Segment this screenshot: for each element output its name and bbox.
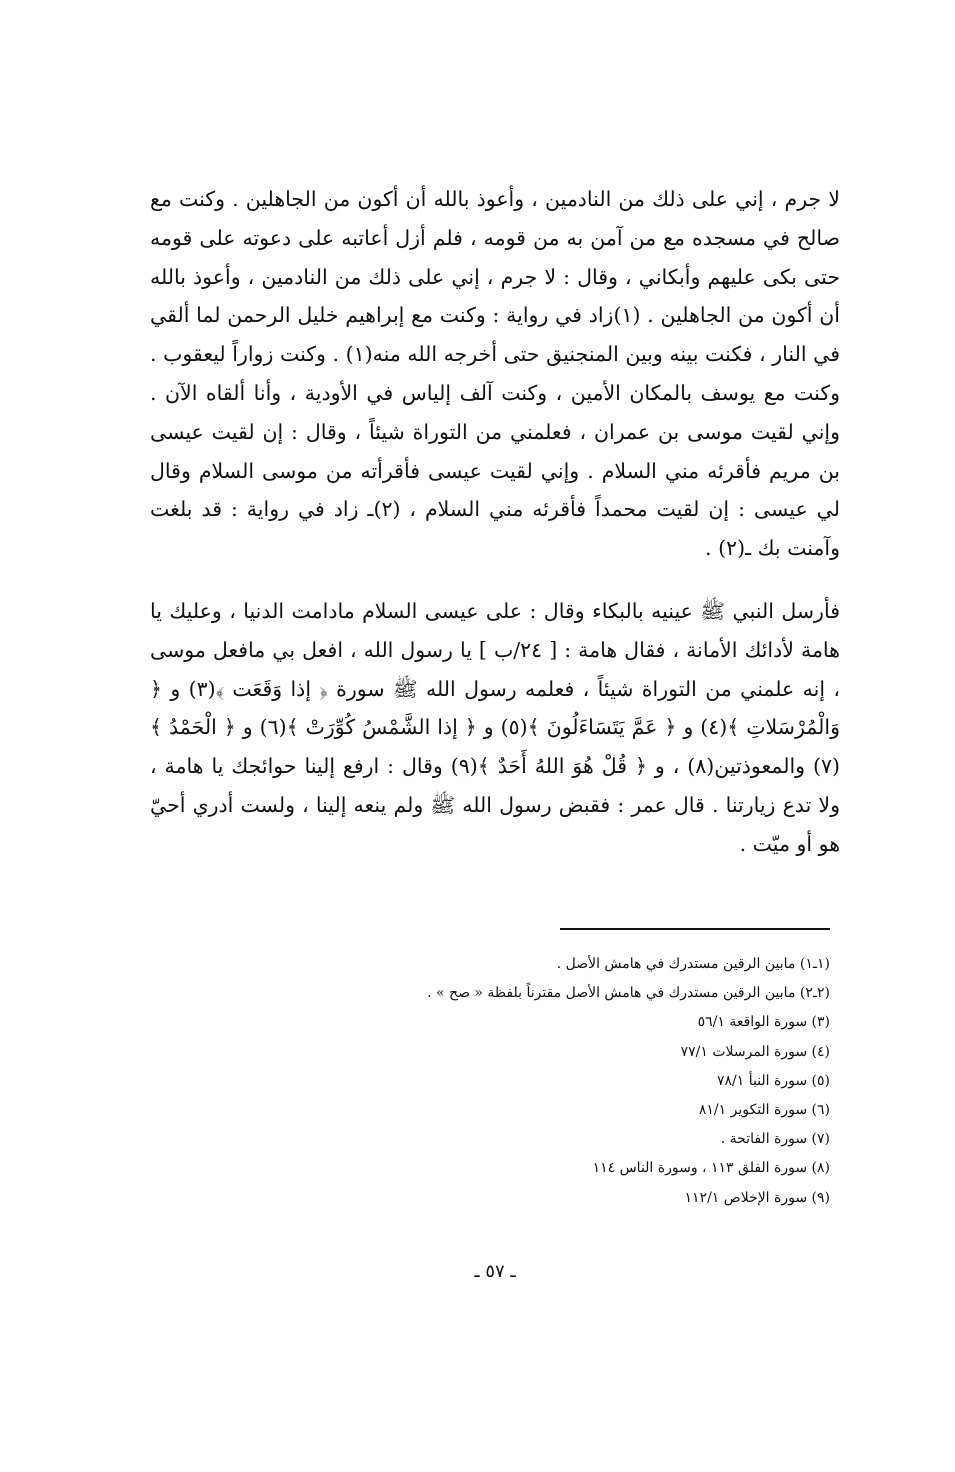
- paragraph-2: فأرسل النبي ﷺ عينيه بالبكاء وقال : على عيسى السلام مادامت الدنيا ، وعليك يا هامة لأدائك الأمانة ، فقال هامة : [ ٢٤/ب ] يا رسول الله ، افعل بي مافعل موسى ، إنه علمني من التوراة شيئاً ، فعلمه رسول الله ﷺ سورة ﴿ إذا وَقَعَت ﴾(٣) و ﴿ وَالْمُرْسَلاتِ ﴾(٤) و ﴿ عَمَّ يَتَسَاءَلُونَ ﴾(٥) و ﴿ إذا الشَّمْسُ كُوِّرَتْ ﴾(٦) و ﴿ الْحَمْدُ ﴾(٧) والمعوذتين(٨) ، و ﴿ قُلْ هُوَ اللهُ أَحَدٌ ﴾(٩) وقال : ارفع إلينا حوائجك يا هامة ، ولا تدع زيارتنا . قال عمر : فقبض رسول الله ﷺ ولم ينعه إلينا ، ولست أدري أحيّ هو أو ميّت .: [150, 598, 840, 856]
- footnotes: [150, 950, 830, 1213]
- footnote-2: (٢ـ٢) مابين الرقين مستدرك في هامش الأصل مقترناً بلفظة « صح » .: [427, 985, 830, 1002]
- footnote-9: (٩) سورة الإخلاص ١١٢/١: [684, 1189, 830, 1206]
- paragraph-1: لا جرم ، إني على ذلك من النادمين ، وأعوذ بالله أن أكون من الجاهلين . وكنت مع صالح في مسجده مع من آمن به من قومه ، فلم أزل أعاتبه على دعوته على قومه حتى بكى عليهم وأبكاني ، وقال : لا جرم ، إني على ذلك من النادمين ، وأعوذ بالله أن أكون من الجاهلين . (١)زاد في رواية : وكنت مع إبراهيم خليل الرحمن لما ألقي في النار ، فكنت بينه وبين المنجنيق حتى أخرجه الله منه(١) . وكنت زواراً ليعقوب . وكنت مع يوسف بالمكان الأمين ، وكنت آلف إلياس في الأودية ، وأنا ألقاه الآن . وإني لقيت موسى بن عمران ، فعلمني من التوراة شيئاً ، وقال : إن لقيت عيسى بن مريم فأقرئه مني السلام . وإني لقيت عيسى فأقرأته من موسى السلام وقال لي عيسى : إن لقيت محمداً فأقرئه مني السلام ، (٢)ـ زاد في رواية : قد بلغت وآمنت بك ـ(٢) .: [150, 187, 840, 561]
- page-number: ـ ٥٧ ـ: [474, 1261, 516, 1282]
- footnote-6: (٦) سورة التكوير ٨١/١: [698, 1102, 830, 1119]
- footnote-8: (٨) سورة الفلق ١١٣ ، وسورة الناس ١١٤: [592, 1160, 830, 1177]
- page: [150, 180, 840, 1440]
- footnote-3: (٣) سورة الواقعة ٥٦/١: [697, 1014, 830, 1031]
- body-text: [150, 180, 840, 864]
- footnote-5: (٥) سورة النبأ ٧٨/١: [716, 1072, 830, 1089]
- footnote-1: (١ـ١) مابين الرقين مستدرك في هامش الأصل .: [556, 956, 830, 972]
- footnote-divider: [560, 928, 830, 930]
- footnote-7: (٧) سورة الفاتحة .: [720, 1131, 830, 1148]
- footnote-4: (٤) سورة المرسلات ٧٧/١: [680, 1043, 830, 1060]
